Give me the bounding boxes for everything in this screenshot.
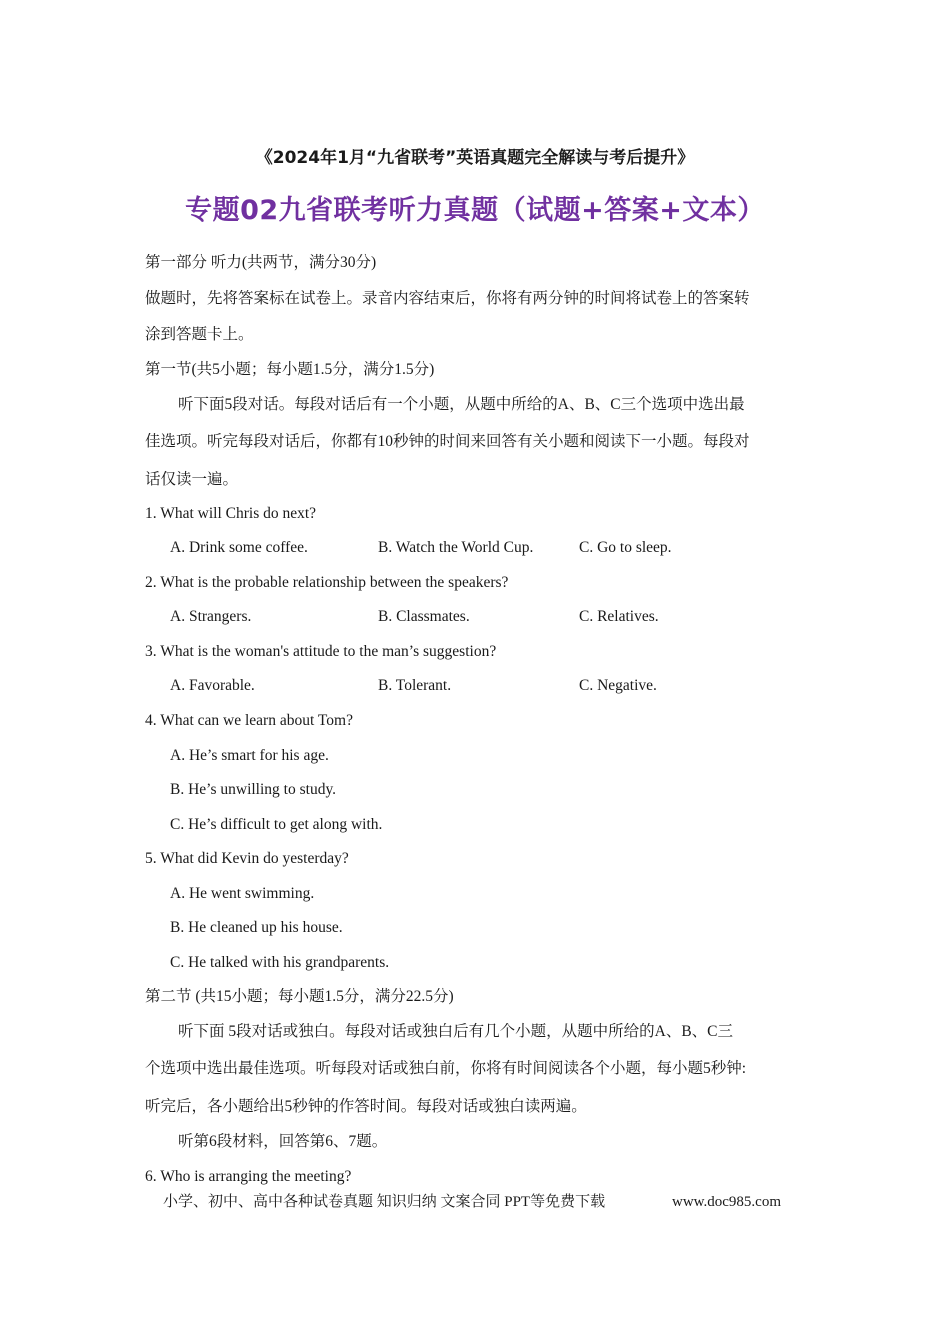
question-5: 5. What did Kevin do yesterday? — [145, 850, 349, 867]
question-3: 3. What is the woman's attitude to the man’s suggestion? — [145, 643, 497, 660]
question-5-option-c: C. He talked with his grandparents. — [170, 954, 390, 971]
question-3-option-a: A. Favorable. — [170, 677, 255, 694]
question-4-option-b: B. He’s unwilling to study. — [170, 781, 337, 798]
question-4-option-c: C. He’s difficult to get along with. — [170, 816, 383, 833]
section2-desc-2: 个选项中选出最佳选项。听每段对话或独白前，你将有时间阅读各个小题，每小题5秒钟: — [145, 1060, 747, 1077]
section1-title: 第一节(共5小题；每小题1.5分，满分1.5分) — [145, 361, 435, 378]
question-2-option-a: A. Strangers. — [170, 608, 252, 625]
question-2: 2. What is the probable relationship between the speakers? — [145, 574, 509, 591]
question-1: 1. What will Chris do next? — [145, 505, 317, 522]
footer-text: 小学、初中、高中各种试卷真题 知识归纳 文案合同 PPT等免费下载 — [163, 1194, 606, 1210]
question-6: 6. Who is arranging the meeting? — [145, 1168, 352, 1185]
section2-desc-1: 听下面 5段对话或独白。每段对话或独白后有几个小题，从题中所给的A、B、C三 — [178, 1023, 733, 1040]
question-2-option-c: C. Relatives. — [579, 608, 659, 625]
question-1-option-c: C. Go to sleep. — [579, 539, 672, 556]
question-1-option-b: B. Watch the World Cup. — [378, 539, 534, 556]
question-3-option-c: C. Negative. — [579, 677, 657, 694]
section1-desc-1: 听下面5段对话。每段对话后有一个小题，从题中所给的A、B、C三个选项中选出最 — [178, 396, 745, 413]
section2-desc-3: 听完后，各小题给出5秒钟的作答时间。每段对话或独白读两遍。 — [145, 1098, 587, 1115]
question-5-option-a: A. He went swimming. — [170, 885, 315, 902]
question-4: 4. What can we learn about Tom? — [145, 712, 353, 729]
book-title: 《2024年1月“九省联考”英语真题完全解读与考后提升》 — [255, 148, 695, 168]
question-5-option-b: B. He cleaned up his house. — [170, 919, 343, 936]
part-title: 第一部分 听力(共两节，满分30分) — [145, 254, 377, 271]
question-4-option-a: A. He’s smart for his age. — [170, 747, 329, 764]
section1-desc-3: 话仅读一遍。 — [145, 471, 239, 488]
footer-url[interactable]: www.doc985.com — [672, 1194, 782, 1210]
instruction-line-1: 做题时，先将答案标在试卷上。录音内容结束后，你将有两分钟的时间将试卷上的答案转 — [145, 290, 750, 307]
section2-title: 第二节 (共15小题；每小题1.5分，满分22.5分) — [145, 988, 454, 1005]
section1-desc-2: 佳选项。听完每段对话后，你都有10秒钟的时间来回答有关小题和阅读下一小题。每段对 — [145, 433, 750, 450]
question-3-option-b: B. Tolerant. — [378, 677, 452, 694]
material-note: 听第6段材料，回答第6、7题。 — [178, 1133, 388, 1150]
question-2-option-b: B. Classmates. — [378, 608, 470, 625]
main-title: 专题02九省联考听力真题（试题+答案+文本） — [185, 195, 765, 226]
question-1-option-a: A. Drink some coffee. — [170, 539, 308, 556]
instruction-line-2: 涂到答题卡上。 — [145, 326, 254, 343]
